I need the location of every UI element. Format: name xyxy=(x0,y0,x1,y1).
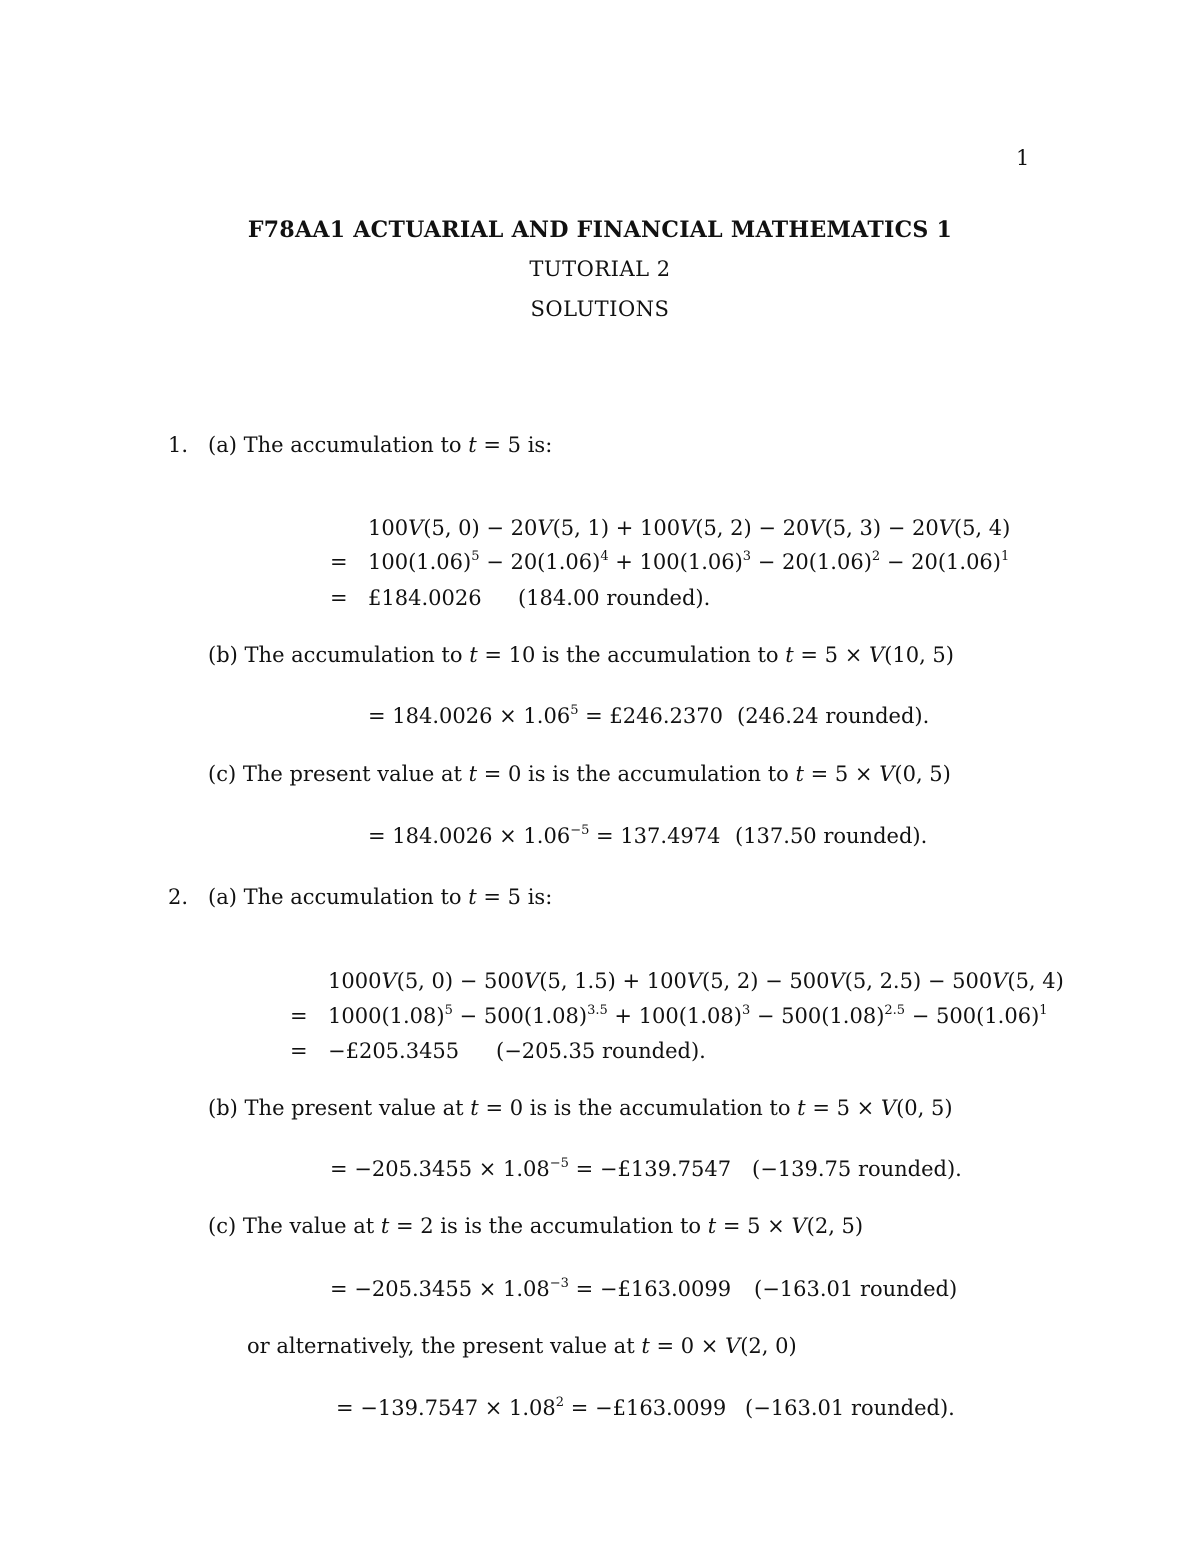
question-number: 1. xyxy=(168,433,189,457)
formula: = $-139.7547 \times 1.08^2$ = −£163.0099 xyxy=(336,1395,727,1420)
page-number: 1 xyxy=(1016,146,1030,170)
rounded-value: (137.50 rounded). xyxy=(735,824,928,848)
part-label: (c) xyxy=(208,1214,237,1238)
equals-sign: = xyxy=(290,1039,308,1063)
equals-sign: = xyxy=(330,586,348,610)
alternative-text: or alternatively, the present value at t = 0 × V(2, 0) xyxy=(247,1334,797,1358)
part-label: (c) xyxy=(208,762,237,786)
equals-sign: = xyxy=(290,1004,308,1028)
question-number: 2. xyxy=(168,885,189,909)
rounded-value: (184.00 rounded). xyxy=(518,586,711,610)
result-value: −£205.3455 xyxy=(328,1039,460,1063)
part-label: (b) xyxy=(208,1096,238,1120)
part-label: (a) xyxy=(208,885,237,909)
part-label: (a) xyxy=(208,433,237,457)
part-a-text: (a) The accumulation to t = 5 is: xyxy=(208,885,553,909)
part-label: (b) xyxy=(208,643,238,667)
rounded-value: (246.24 rounded). xyxy=(737,704,930,728)
part-b-text: (b) The present value at t = 0 is is the accumulation to t = 5 × V(0, 5) xyxy=(208,1096,953,1120)
equals-sign: = xyxy=(330,550,348,574)
rounded-value: (−205.35 rounded). xyxy=(496,1039,706,1063)
part-c-text: (c) The present value at t = 0 is is the accumulation to t = 5 × V(0, 5) xyxy=(208,762,951,786)
rounded-value: (−163.01 rounded). xyxy=(745,1396,955,1420)
document-title: F78AA1 ACTUARIAL AND FINANCIAL MATHEMATICS 1 xyxy=(247,217,953,243)
document-subtitle: TUTORIAL 2 xyxy=(529,257,671,281)
equation-line: $100(1.06)^5 - 20(1.06)^4 + 100(1.06)^3 - 20(1.06)^2 - 20(1.06)^1$ xyxy=(368,549,1010,574)
formula: = $-205.3455 \times 1.08^{-3}$ = −£163.0099 xyxy=(330,1276,732,1301)
part-a-text: (a) The accumulation to t = 5 is: xyxy=(208,433,553,457)
rounded-value: (−139.75 rounded). xyxy=(752,1157,962,1181)
formula: = $184.0026 \times 1.06^5$ = £246.2370 xyxy=(368,703,723,728)
result-value: £184.0026 xyxy=(368,586,482,610)
formula: = $184.0026 \times 1.06^{-5} = 137.4974$ xyxy=(368,823,721,848)
document-subtitle-solutions: SOLUTIONS xyxy=(530,297,670,321)
equation-line: 1000V(5, 0) − 500V(5, 1.5) + 100V(5, 2) − 500V(5, 2.5) − 500V(5, 4) xyxy=(328,969,1064,993)
equation-line: 100V(5, 0) − 20V(5, 1) + 100V(5, 2) − 20V(5, 3) − 20V(5, 4) xyxy=(368,516,1011,540)
rounded-value: (−163.01 rounded) xyxy=(754,1277,958,1301)
part-c-text: (c) The value at t = 2 is is the accumulation to t = 5 × V(2, 5) xyxy=(208,1214,864,1238)
part-b-text: (b) The accumulation to t = 10 is the accumulation to t = 5 × V(10, 5) xyxy=(208,643,954,667)
formula: = $-205.3455 \times 1.08^{-5}$ = −£139.7547 xyxy=(330,1156,732,1181)
equation-line: $1000(1.08)^5 - 500(1.08)^{3.5} + 100(1.08)^3 - 500(1.08)^{2.5} - 500(1.06)^1$ xyxy=(328,1003,1048,1028)
